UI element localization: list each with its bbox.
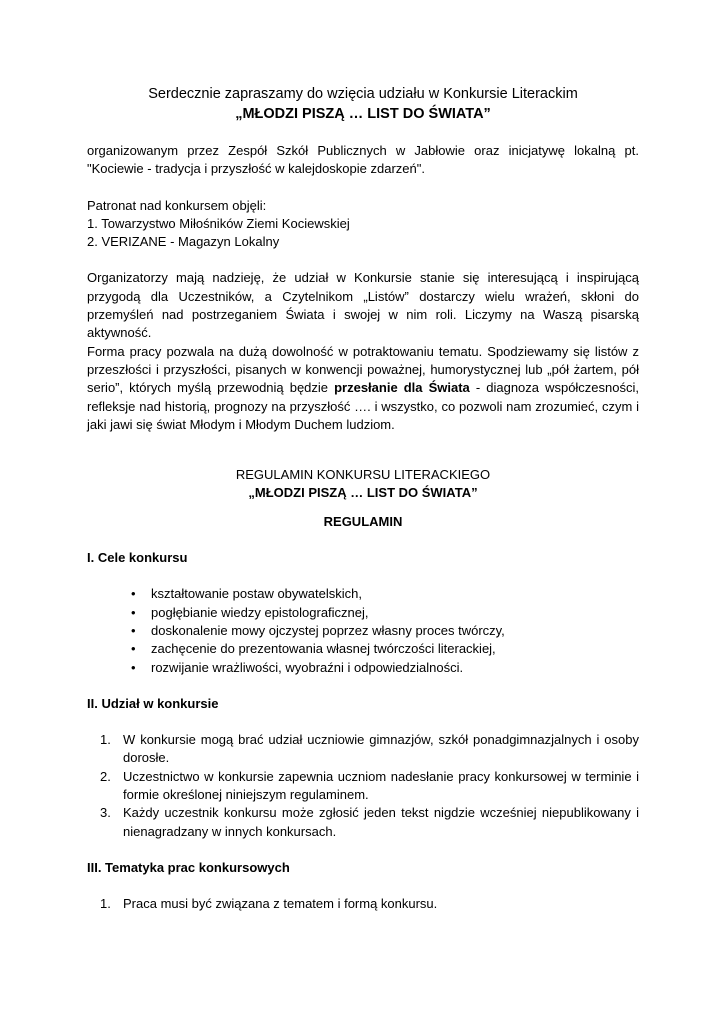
list-item: 1. W konkursie mogą brać udział uczniowie gimnazjów, szkół ponadgimnazjalnych i osoby dorosłe. bbox=[100, 732, 639, 766]
rules-subheading: REGULAMIN bbox=[323, 513, 403, 529]
theme-paragraph bbox=[87, 343, 639, 434]
list-item: • doskonalenie mowy ojczystej poprzez własny proces twórczy, bbox=[87, 622, 639, 640]
list-item: 2. Uczestnictwo w konkursie zapewnia uczniom nadesłanie pracy konkursowej w terminie i formie określonej niniejszym regulaminem. bbox=[100, 768, 639, 803]
list-item: • rozwijanie wrażliwości, wyobraźni i odpowiedzialności. bbox=[87, 659, 639, 677]
patron-item: 2. VERIZANE - Magazyn Lokalny bbox=[87, 234, 280, 250]
organizers-paragraph: organizowanym przez Zespół Szkół Publicznych w Jabłowie oraz inicjatywę lokalną pt. "Kociewie - tradycja i przyszłość w kalejdoskopie zdarzeń". bbox=[87, 143, 639, 177]
topics-list bbox=[87, 895, 639, 913]
theme-text-end: - diagnoza współczesności, refleksje nad historią, prognozy na przyszłość …. i wszystko, co pozwoli nam zrozumieć, czym i jaki jawi się świat Młodym i Młodym Duchem ludziom. bbox=[87, 380, 639, 432]
invitation-line: Serdecznie zapraszamy do wzięcia udziału w Konkursie Literackim bbox=[148, 86, 578, 102]
participation-list bbox=[87, 731, 639, 841]
theme-text-start: Forma pracy pozwala na dużą dowolność w potraktowaniu tematu. Spodziewamy się listów z przeszłości i przyszłości, pisanych w konwencji poważnej, humorystycznej lub „pół żartem, pół serio”, których myślą przewodnią będzie bbox=[87, 343, 639, 396]
list-item: • kształtowanie postaw obywatelskich, bbox=[87, 585, 639, 603]
rules-heading: REGULAMIN KONKURSU LITERACKIEGO bbox=[235, 467, 491, 483]
section-title: I. Cele konkursu bbox=[87, 550, 188, 566]
rules-contest-title: „MŁODZI PISZĄ … LIST DO ŚWIATA” bbox=[248, 485, 478, 501]
intro-paragraph: Organizatorzy mają nadzieję, że udział w Konkursie stanie się interesującą i inspirującą przygodą dla Uczestników, a Czytelnikom „Listów” dostarczy wielu wrażeń, skłoni do przemyśleń nad postrzeganiem Świata i swojej w nim roli. Liczymy na Waszą pisarską aktywność. bbox=[87, 270, 639, 341]
list-item: 3. Każdy uczestnik konkursu może zgłosić jeden tekst nigdzie wcześniej niepublikowany i nienagradzany w innych konkursach. bbox=[100, 805, 639, 839]
list-item: 1. Praca musi być związana z tematem i formą konkursu. bbox=[100, 896, 438, 912]
theme-highlight: przesłanie dla Świata bbox=[334, 380, 470, 396]
goals-list bbox=[87, 585, 639, 676]
section-title: III. Tematyka prac konkursowych bbox=[87, 859, 290, 875]
list-item: • zachęcenie do prezentowania własnej twórczości literackiej, bbox=[87, 640, 639, 658]
document-page bbox=[87, 84, 639, 914]
patronage-label: Patronat nad konkursem objęli: bbox=[87, 197, 267, 213]
contest-title: „MŁODZI PISZĄ … LIST DO ŚWIATA” bbox=[235, 106, 491, 122]
list-item: • pogłębianie wiedzy epistolograficznej, bbox=[87, 604, 639, 622]
patron-item: 1. Towarzystwo Miłośników Ziemi Kociewskiej bbox=[87, 215, 350, 231]
section-title: II. Udział w konkursie bbox=[87, 695, 219, 711]
